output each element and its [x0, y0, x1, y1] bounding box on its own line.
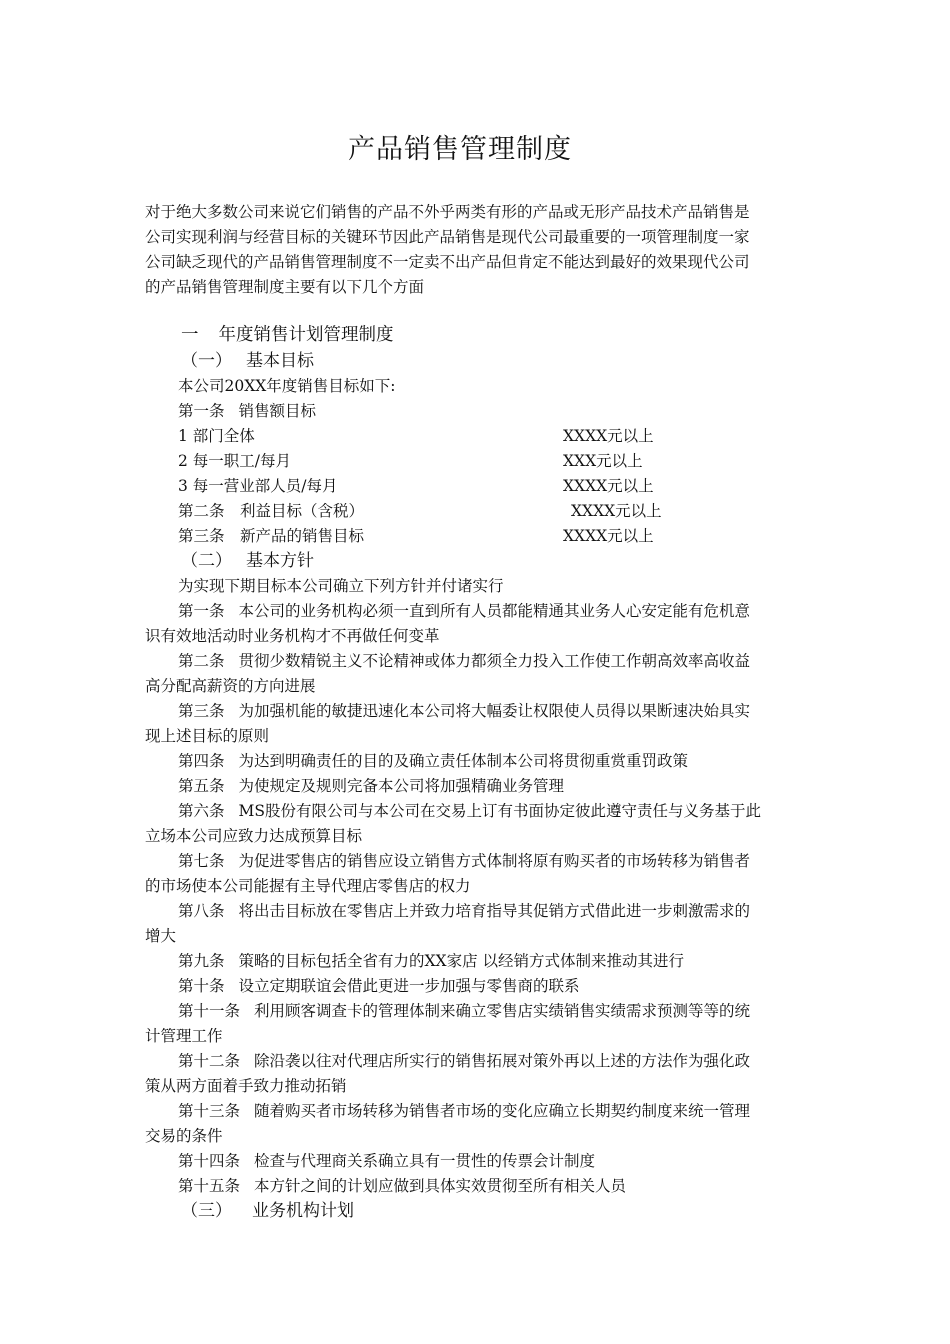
policy-article [145, 749, 810, 774]
intro-line: 的产品销售管理制度主要有以下几个方面 [145, 278, 425, 296]
policy-article [145, 949, 810, 974]
section-heading-1 [145, 321, 810, 349]
article-text: 策略的目标包括全省有力的XX家店 以经销方式体制来推动其进行 [238, 952, 685, 970]
article-number: 第十三条 [178, 1102, 241, 1120]
subsection-title: 基本方针 [246, 551, 314, 571]
article-number: 第十条 [178, 977, 225, 995]
target-label: 3 每一营业部人员/每月 [178, 477, 338, 495]
article-text: 为达到明确责任的目的及确立责任体制本公司将贯彻重赏重罚政策 [238, 752, 689, 770]
target-row [145, 424, 810, 449]
target-row [145, 449, 810, 474]
article-number: 第一条 [178, 402, 225, 420]
article-second-line: 识有效地活动时业务机构才不再做任何变革 [145, 627, 440, 645]
article-second-line: 计管理工作 [145, 1027, 223, 1045]
article-text: 检查与代理商关系确立具有一贯性的传票会计制度 [254, 1152, 596, 1170]
subsection-heading-2 [145, 549, 810, 574]
policy-article [145, 974, 810, 999]
article-text: 除沿袭以往对代理店所实行的销售拓展对策外再以上述的方法作为强化政 [254, 1052, 751, 1070]
article-first-line [145, 1099, 810, 1124]
article-second-line: 的市场使本公司能握有主导代理店零售店的权力 [145, 877, 471, 895]
article-number: 第五条 [178, 777, 225, 795]
article-label: 第三条 新产品的销售目标 [178, 527, 365, 545]
target-row [145, 474, 810, 499]
policy-article [145, 599, 810, 649]
policy-intro: 为实现下期目标本公司确立下列方针并付诸实行 [178, 577, 504, 595]
subsection-number: （一） [181, 351, 232, 371]
policy-article [145, 649, 810, 699]
subsection-title: 基本目标 [246, 351, 314, 371]
policy-article [145, 774, 810, 799]
article-number: 第六条 [178, 802, 225, 820]
intro-line: 公司缺乏现代的产品销售管理制度不一定卖不出产品但肯定不能达到最好的效果现代公司 [145, 253, 750, 271]
article-number: 第十四条 [178, 1152, 241, 1170]
target-value: XXXX元以上 [563, 477, 654, 495]
subsection-heading-3 [145, 1199, 810, 1224]
article-text: 将出击目标放在零售店上并致力培育指导其促销方式借此进一步刺激需求的 [238, 902, 751, 920]
article-text: 本公司的业务机构必须一直到所有人员都能精通其业务人心安定能有危机意 [238, 602, 751, 620]
target-label: 2 每一职工/每月 [178, 452, 292, 470]
article-first-line [145, 949, 810, 974]
article-text: 设立定期联谊会借此更进一步加强与零售商的联系 [238, 977, 580, 995]
section-number: 一 [181, 325, 199, 345]
article-value: XXXX元以上 [563, 527, 654, 545]
article-number: 第十二条 [178, 1052, 241, 1070]
subsection-number: （二） [181, 551, 232, 571]
article-first-line [145, 699, 810, 724]
article-value: XXXX元以上 [571, 502, 662, 520]
policy-article [145, 799, 810, 849]
intro-paragraph [145, 200, 810, 300]
article-new-product-target [145, 524, 810, 549]
article-first-line [145, 1174, 810, 1199]
intro-line: 公司实现利润与经营目标的关键环节因此产品销售是现代公司最重要的一项管理制度一家 [145, 228, 750, 246]
article-label: 第二条 利益目标（含税） [178, 502, 365, 520]
policy-article [145, 849, 810, 899]
article-second-line: 策从两方面着手致力推动拓销 [145, 1077, 347, 1095]
target-value: XXXX元以上 [563, 427, 654, 445]
target-label: 1 部门全体 [178, 427, 255, 445]
policy-article [145, 1174, 810, 1199]
article-second-line: 立场本公司应致力达成预算目标 [145, 827, 363, 845]
article-number: 第三条 [178, 702, 225, 720]
policy-article [145, 1049, 810, 1099]
article-number: 第九条 [178, 952, 225, 970]
intro-line: 对于绝大多数公司来说它们销售的产品不外乎两类有形的产品或无形产品技术产品销售是 [145, 203, 750, 221]
section-title: 年度销售计划管理制度 [218, 325, 394, 345]
article-first-line [145, 799, 810, 824]
article-text: 销售额目标 [238, 402, 317, 420]
subsection-number: （三） [181, 1201, 232, 1221]
goal-intro: 本公司20XX年度销售目标如下: [178, 377, 396, 395]
article-first-line [145, 849, 810, 874]
policy-article [145, 999, 810, 1049]
article-second-line: 现上述目标的原则 [145, 727, 270, 745]
article-text: 贯彻少数精锐主义不论精神或体力都须全力投入工作使工作朝高效率高收益 [238, 652, 751, 670]
article-text: 为使规定及规则完备本公司将加强精确业务管理 [238, 777, 565, 795]
article-number: 第七条 [178, 852, 225, 870]
article-second-line: 高分配高薪资的方向进展 [145, 677, 316, 695]
subsection-title: 业务机构计划 [252, 1201, 354, 1221]
article-text: 为促进零售店的销售应设立销售方式体制将原有购买者的市场转移为销售者 [238, 852, 751, 870]
article-number: 第十一条 [178, 1002, 241, 1020]
article-first-line [145, 1149, 810, 1174]
article-number: 第四条 [178, 752, 225, 770]
article-text: MS股份有限公司与本公司在交易上订有书面协定彼此遵守责任与义务基于此 [238, 802, 762, 820]
target-value: XXX元以上 [563, 452, 643, 470]
article-first-line [145, 599, 810, 624]
article-first-line [145, 1049, 810, 1074]
policy-article [145, 1099, 810, 1149]
article-first-line [145, 774, 810, 799]
article-first-line [145, 749, 810, 774]
article-text: 本方针之间的计划应做到具体实效贯彻至所有相关人员 [254, 1177, 627, 1195]
article-number: 第八条 [178, 902, 225, 920]
article-second-line: 交易的条件 [145, 1127, 223, 1145]
article-sales-target [145, 399, 810, 424]
policy-article [145, 699, 810, 749]
article-first-line [145, 649, 810, 674]
article-text: 利用顾客调查卡的管理体制来确立零售店实绩销售实绩需求预测等等的统 [254, 1002, 751, 1020]
article-profit-target [145, 499, 810, 524]
article-second-line: 增大 [145, 927, 177, 945]
article-text: 随着购买者市场转移为销售者市场的变化应确立长期契约制度来统一管理 [254, 1102, 751, 1120]
article-number: 第一条 [178, 602, 225, 620]
article-first-line [145, 974, 810, 999]
article-number: 第二条 [178, 652, 225, 670]
article-first-line [145, 899, 810, 924]
article-text: 为加强机能的敏捷迅速化本公司将大幅委让权限使人员得以果断速决始具实 [238, 702, 751, 720]
policy-article [145, 899, 810, 949]
subsection-heading-1 [145, 349, 810, 374]
policy-article [145, 1149, 810, 1174]
document-title: 产品销售管理制度 [348, 134, 572, 165]
document-body [145, 321, 810, 1224]
article-first-line [145, 999, 810, 1024]
article-number: 第十五条 [178, 1177, 241, 1195]
